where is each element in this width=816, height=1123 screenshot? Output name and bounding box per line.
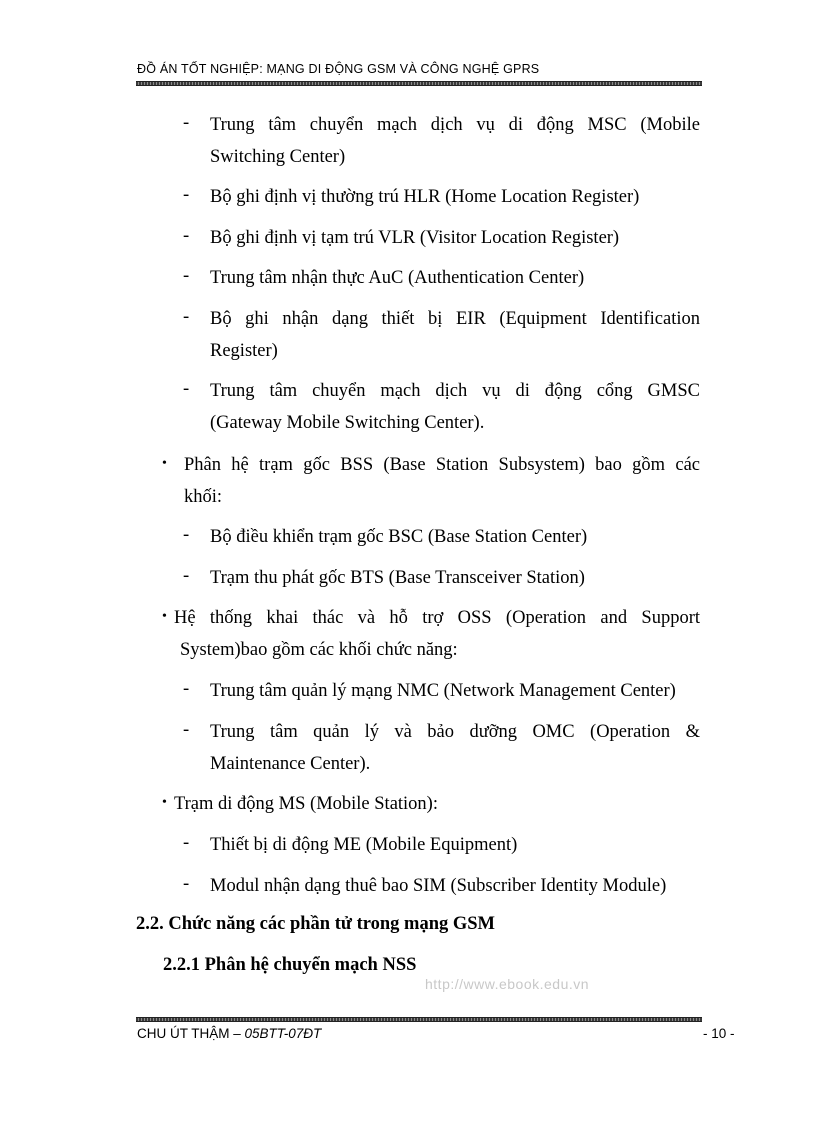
list-item-vlr: Bộ ghi định vị tạm trú VLR (Visitor Location Register) xyxy=(210,228,620,248)
list-dash: - xyxy=(183,833,190,853)
list-dash: - xyxy=(183,226,190,246)
list-item-msc: Trung tâm chuyển mạch dịch vụ di động MSC (Mobile Switching Center) xyxy=(210,115,700,167)
list-dash: - xyxy=(183,566,190,586)
page-header-title: ĐỒ ÁN TỐT NGHIỆP: MẠNG DI ĐỘNG GSM VÀ CÔNG NGHỆ GPRS xyxy=(137,62,540,76)
list-dash: - xyxy=(183,266,190,286)
header-rule xyxy=(136,81,702,86)
watermark-text: http://www.ebook.edu.vn xyxy=(425,976,590,992)
page-number: - 10 - xyxy=(703,1026,735,1041)
list-item-gmsc: Trung tâm chuyển mạch dịch vụ di động cổng GMSC (Gateway Mobile Switching Center). xyxy=(210,381,700,433)
subsection-heading: 2.2.1 Phân hệ chuyển mạch NSS xyxy=(163,955,417,975)
list-dash: - xyxy=(183,185,190,205)
oss-paragraph-line1: Hệ thống khai thác và hỗ trợ OSS (Operation and Support xyxy=(174,608,700,628)
bullet-icon: • xyxy=(162,609,167,624)
list-item-nmc: Trung tâm quản lý mạng NMC (Network Management Center) xyxy=(210,681,676,701)
oss-paragraph-line2: System)bao gồm các khối chức năng: xyxy=(180,640,458,660)
section-heading: 2.2. Chức năng các phần tử trong mạng GSM xyxy=(136,914,496,934)
footer-author: CHU ÚT THẬM – 05BTT-07ĐT xyxy=(137,1026,322,1041)
list-item-omc: Trung tâm quản lý và bảo dưỡng OMC (Operation & Maintenance Center). xyxy=(210,722,700,774)
list-dash: - xyxy=(183,679,190,699)
list-item-bts: Trạm thu phát gốc BTS (Base Transceiver Station) xyxy=(210,568,585,588)
footer-class-code: 05BTT-07ĐT xyxy=(244,1026,322,1041)
list-item-sim: Modul nhận dạng thuê bao SIM (Subscriber Identity Module) xyxy=(210,876,667,896)
footer-rule xyxy=(136,1017,702,1022)
list-item-eir: Bộ ghi nhận dạng thiết bị EIR (Equipment Identification Register) xyxy=(210,309,700,361)
list-dash: - xyxy=(183,874,190,894)
list-item-bsc: Bộ điều khiển trạm gốc BSC (Base Station Center) xyxy=(210,527,588,547)
bullet-icon: • xyxy=(162,795,167,810)
list-item-hlr: Bộ ghi định vị thường trú HLR (Home Location Register) xyxy=(210,187,640,207)
list-dash: - xyxy=(183,720,190,740)
list-item-auc: Trung tâm nhận thực AuC (Authentication Center) xyxy=(210,268,585,288)
bss-paragraph: Phân hệ trạm gốc BSS (Base Station Subsystem) bao gồm các khối: xyxy=(184,455,700,507)
list-item-me: Thiết bị di động ME (Mobile Equipment) xyxy=(210,835,518,855)
list-dash: - xyxy=(183,113,190,133)
ms-paragraph: Trạm di động MS (Mobile Station): xyxy=(174,794,438,814)
list-dash: - xyxy=(183,307,190,327)
list-dash: - xyxy=(183,525,190,545)
bullet-icon: • xyxy=(162,456,167,471)
list-dash: - xyxy=(183,379,190,399)
